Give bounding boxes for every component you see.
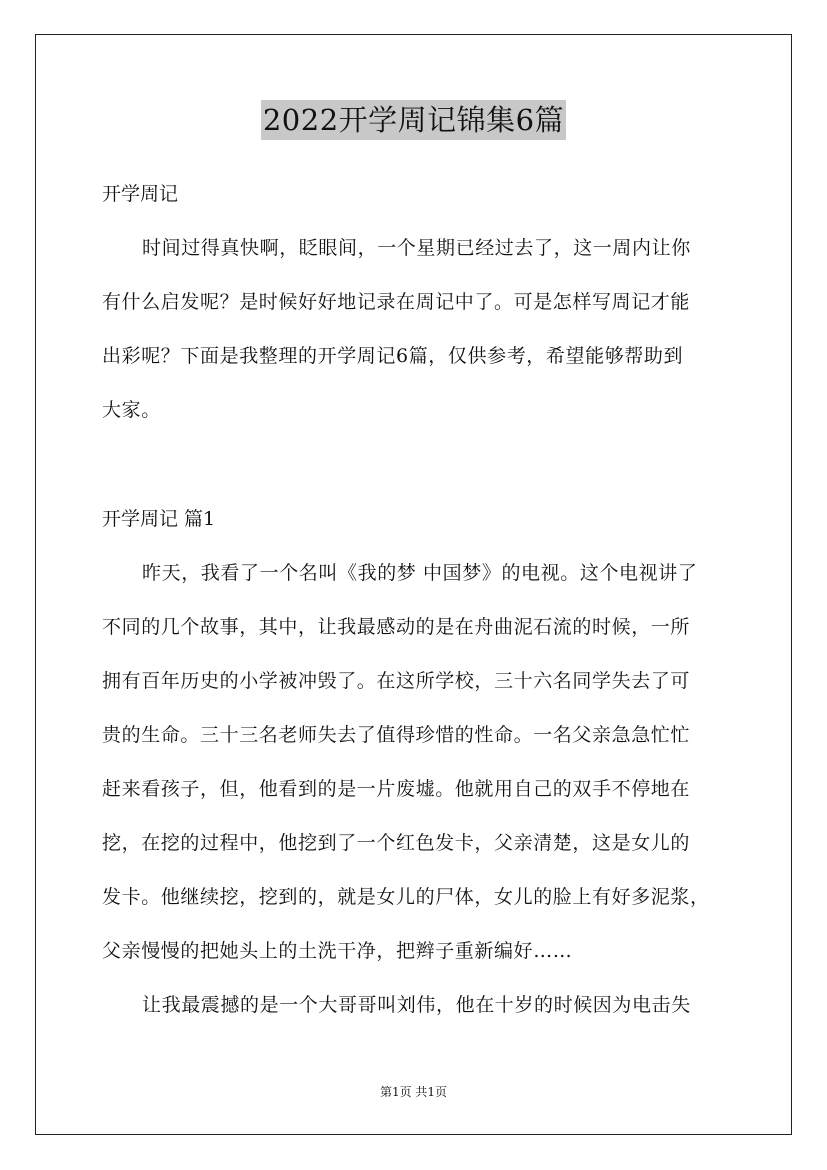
article1-line: 发卡。他继续挖，挖到的，就是女儿的尸体，女儿的脸上有好多泥浆，: [102, 886, 710, 908]
article1-heading: 开学周记 篇1: [102, 508, 216, 530]
article1-line: 挖，在挖的过程中，他挖到了一个红色发卡，父亲清楚，这是女儿的: [102, 832, 691, 854]
intro-line: 时间过得真快啊，眨眼间，一个星期已经过去了，这一周内让你: [142, 237, 691, 259]
title-container: [0, 100, 827, 140]
page-footer: 第1页 共1页: [379, 1085, 448, 1099]
intro-line: 有什么启发呢？是时候好好地记录在周记中了。可是怎样写周记才能: [102, 291, 691, 313]
article1-line: 拥有百年历史的小学被冲毁了。在这所学校，三十六名同学失去了可: [102, 670, 691, 692]
article1-line: 贵的生命。三十三名老师失去了值得珍惜的性命。一名父亲急急忙忙: [102, 724, 691, 746]
article1-line: 昨天，我看了一个名叫《我的梦 中国梦》的电视。这个电视讲了: [142, 562, 698, 584]
article1-line: 不同的几个故事，其中，让我最感动的是在舟曲泥石流的时候，一所: [102, 616, 691, 638]
article1-paragraph2-line: 让我最震撼的是一个大哥哥叫刘伟，他在十岁的时候因为电击失: [142, 994, 691, 1016]
intro-line: 出彩呢？下面是我整理的开学周记6篇，仅供参考，希望能够帮助到: [102, 345, 684, 367]
article1-line: 赶来看孩子，但，他看到的是一片废墟。他就用自己的双手不停地在: [102, 778, 691, 800]
article1-line: 父亲慢慢的把她头上的土洗干净，把辫子重新编好……: [102, 940, 573, 962]
document-title: 2022开学周记锦集6篇: [261, 100, 566, 140]
intro-heading: 开学周记: [102, 183, 179, 205]
intro-line: 大家。: [102, 399, 161, 421]
